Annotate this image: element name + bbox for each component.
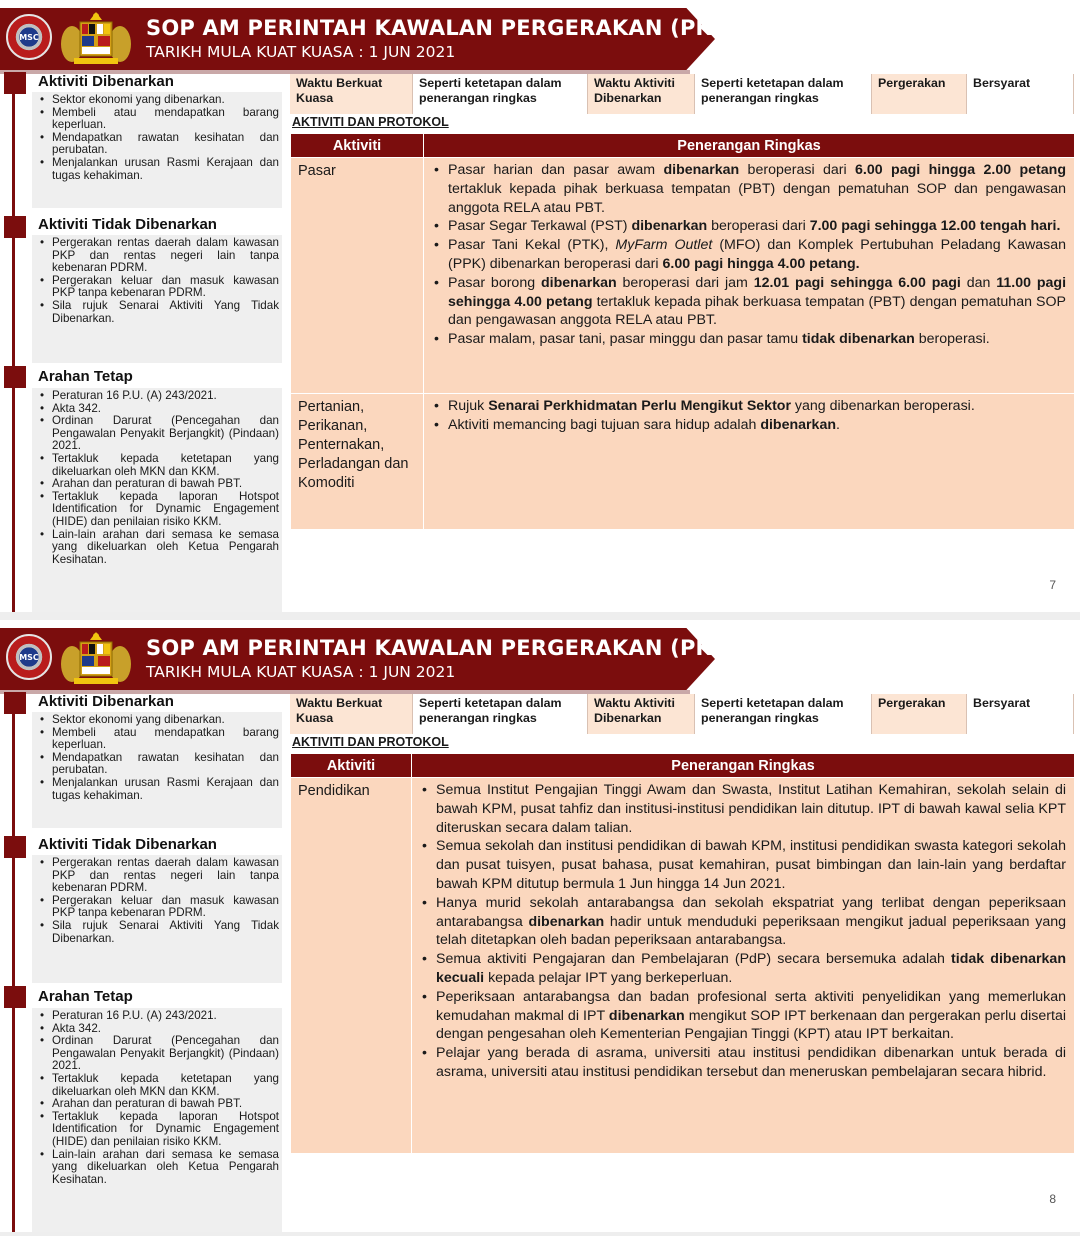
list-item: • Mendapatkan rawatan kesihatan dan perubatan.: [38, 752, 279, 777]
coat-of-arms-icon: [58, 10, 134, 66]
list-item: • Membeli atau mendapatkan barang keperluan.: [38, 107, 279, 132]
list-item: • Pasar Segar Terkawal (PST) dibenarkan beroperasi dari 7.00 pagi sehingga 12.00 tengah hari.: [432, 217, 1066, 236]
activity-table: [290, 133, 1075, 530]
not-allowed-list: [32, 855, 282, 983]
section-marker: [4, 692, 26, 714]
movement-value: Bersyarat: [966, 694, 1074, 734]
page-title: SOP AM PERINTAH KAWALAN PERGERAKAN (PKP): [146, 16, 738, 40]
list-item: • Lain-lain arahan dari semasa ke semasa yang dikeluarkan oleh Ketua Pengarah Kesihatan.: [38, 529, 279, 567]
list-item: • Pergerakan rentas daerah dalam kawasan PKP dan rentas negeri lain tanpa kebenaran PDRM.: [38, 857, 279, 895]
table-row: [291, 394, 1075, 530]
list-item: • Akta 342.: [38, 1023, 279, 1036]
activity-description: [412, 778, 1075, 1154]
standing-heading: Arahan Tetap: [38, 988, 133, 1005]
effective-time-value: Seperti ketetapan dalam penerangan ringkas: [412, 74, 588, 114]
effective-time-label: Waktu Berkuat Kuasa: [290, 694, 412, 734]
standing-list: [32, 388, 282, 612]
list-item: • Ordinan Darurat (Pencegahan dan Pengawalan Penyakit Berjangkit) (Pindaan) 2021.: [38, 415, 279, 453]
allowed-heading: Aktiviti Dibenarkan: [38, 73, 174, 90]
list-item: • Arahan dan peraturan di bawah PBT.: [38, 478, 279, 491]
section-marker: [4, 72, 26, 94]
effective-time-label: Waktu Berkuat Kuasa: [290, 74, 412, 114]
protocol-title: AKTIVITI DAN PROTOKOL: [292, 735, 449, 749]
list-item: • Pasar malam, pasar tani, pasar minggu dan pasar tamu tidak dibenarkan beroperasi.: [432, 330, 1066, 349]
list-item: • Arahan dan peraturan di bawah PBT.: [38, 1098, 279, 1111]
section-marker: [4, 366, 26, 388]
activity-description: [424, 394, 1075, 530]
allowed-list: [32, 92, 282, 208]
standing-list: [32, 1008, 282, 1232]
list-item: • Pasar harian dan pasar awam dibenarkan beroperasi dari 6.00 pagi hingga 2.00 petang tertakluk kepada pihak berkuasa tempatan (PBT) dengan pematuhan SOP dan pengawasan anggota RELA atau PBT.: [432, 161, 1066, 217]
allowed-time-label: Waktu Aktiviti Dibenarkan: [588, 694, 694, 734]
allowed-time-value: Seperti ketetapan dalam penerangan ringkas: [694, 694, 872, 734]
column-header-activity: Aktiviti: [291, 134, 424, 158]
movement-label: Pergerakan: [872, 694, 966, 734]
timeline-line: [12, 692, 15, 1232]
list-item: • Sektor ekonomi yang dibenarkan.: [38, 94, 279, 107]
column-header-activity: Aktiviti: [291, 754, 412, 778]
column-header-description: Penerangan Ringkas: [424, 134, 1075, 158]
activity-category: Pendidikan: [291, 778, 412, 1154]
list-item: • Peraturan 16 P.U. (A) 243/2021.: [38, 390, 279, 403]
effective-date: TARIKH MULA KUAT KUASA : 1 JUN 2021: [146, 663, 456, 681]
list-item: • Pergerakan keluar dan masuk kawasan PKP tanpa kebenaran PDRM.: [38, 895, 279, 920]
section-marker: [4, 986, 26, 1008]
allowed-time-label: Waktu Aktiviti Dibenarkan: [588, 74, 694, 114]
list-item: • Sektor ekonomi yang dibenarkan.: [38, 714, 279, 727]
list-item: • Peraturan 16 P.U. (A) 243/2021.: [38, 1010, 279, 1023]
sidebar: [0, 692, 284, 1232]
list-item: • Pergerakan keluar dan masuk kawasan PKP tanpa kebenaran PDRM.: [38, 275, 279, 300]
list-item: • Hanya murid sekolah antarabangsa dan sekolah ekspatriat yang terlibat dengan peperiksaan antarabangsa dibenarkan hadir untuk menduduki peperiksaan mengikut jadual peperiksaan yang telah ditetapkan oleh badan peperiksaan antarabangsa.: [420, 894, 1066, 950]
msc-logo-icon: [6, 634, 52, 680]
info-bar: [290, 74, 1074, 114]
allowed-time-value: Seperti ketetapan dalam penerangan ringkas: [694, 74, 872, 114]
list-item: • Mendapatkan rawatan kesihatan dan perubatan.: [38, 132, 279, 157]
list-item: • Rujuk Senarai Perkhidmatan Perlu Mengikut Sektor yang dibenarkan beroperasi.: [432, 397, 1066, 416]
movement-value: Bersyarat: [966, 74, 1074, 114]
standing-heading: Arahan Tetap: [38, 368, 133, 385]
list-item: • Semua aktiviti Pengajaran dan Pembelajaran (PdP) secara bersemuka adalah tidak dibenarkan kecuali kepada pelajar IPT yang berkeperluan.: [420, 950, 1066, 988]
list-item: • Sila rujuk Senarai Aktiviti Yang Tidak Dibenarkan.: [38, 300, 279, 325]
list-item: • Pasar borong dibenarkan beroperasi dari jam 12.01 pagi sehingga 6.00 pagi dan 11.00 pagi sehingga 4.00 petang tertakluk kepada pihak berkuasa tempatan (PBT) dengan pematuhan SOP dan pengawasan anggota RELA atau PBT.: [432, 274, 1066, 330]
table-row: [291, 158, 1075, 394]
sidebar: [0, 72, 284, 612]
list-item: • Ordinan Darurat (Pencegahan dan Pengawalan Penyakit Berjangkit) (Pindaan) 2021.: [38, 1035, 279, 1073]
list-item: • Akta 342.: [38, 403, 279, 416]
list-item: • Tertakluk kepada ketetapan yang dikeluarkan oleh MKN dan KKM.: [38, 453, 279, 478]
page-title: SOP AM PERINTAH KAWALAN PERGERAKAN (PKP): [146, 636, 738, 660]
slide-page-8: [0, 620, 1080, 1232]
list-item: • Peperiksaan antarabangsa dan badan profesional serta aktiviti penyelidikan yang memerlukan kemudahan makmal di IPT dibenarkan mengikut SOP IPT berkenaan dan pergerakan perlu disertai dengan pengesahan oleh Kementerian Pengajian Tinggi (KPT) atau IPT berkaitan.: [420, 988, 1066, 1044]
coat-of-arms-icon: [58, 630, 134, 686]
list-item: • Tertakluk kepada laporan Hotspot Identification for Dynamic Engagement (HIDE) dan penilaian risiko KKM.: [38, 491, 279, 529]
list-item: • Lain-lain arahan dari semasa ke semasa yang dikeluarkan oleh Ketua Pengarah Kesihatan.: [38, 1149, 279, 1187]
timeline-line: [12, 72, 15, 612]
not-allowed-list: [32, 235, 282, 363]
list-item: • Aktiviti memancing bagi tujuan sara hidup adalah dibenarkan.: [432, 416, 1066, 435]
activity-category: Pertanian, Perikanan, Penternakan, Perladangan dan Komoditi: [291, 394, 424, 530]
activity-description: [424, 158, 1075, 394]
list-item: • Sila rujuk Senarai Aktiviti Yang Tidak Dibenarkan.: [38, 920, 279, 945]
effective-date: TARIKH MULA KUAT KUASA : 1 JUN 2021: [146, 43, 456, 61]
list-item: • Semua sekolah dan institusi pendidikan di bawah KPM, institusi pendidikan swasta kategori sekolah dan pusat tuisyen, pusat bahasa, pusat kemahiran, pusat bimbingan dan lain-lain yang berdaftar bawah KPM ditutup bermula 1 Jun hingga 14 Jun 2021.: [420, 837, 1066, 893]
info-bar: [290, 694, 1074, 734]
list-item: • Tertakluk kepada ketetapan yang dikeluarkan oleh MKN dan KKM.: [38, 1073, 279, 1098]
movement-label: Pergerakan: [872, 74, 966, 114]
effective-time-value: Seperti ketetapan dalam penerangan ringkas: [412, 694, 588, 734]
list-item: • Tertakluk kepada laporan Hotspot Identification for Dynamic Engagement (HIDE) dan penilaian risiko KKM.: [38, 1111, 279, 1149]
list-item: • Pasar Tani Kekal (PTK), MyFarm Outlet (MFO) dan Komplek Pertubuhan Peladang Kawasan (PPK) dibenarkan beroperasi dari 6.00 pagi hingga 4.00 petang.: [432, 236, 1066, 274]
not-allowed-heading: Aktiviti Tidak Dibenarkan: [38, 216, 217, 233]
slide-page-7: [0, 0, 1080, 612]
section-marker: [4, 216, 26, 238]
allowed-list: [32, 712, 282, 828]
list-item: • Pelajar yang berada di asrama, universiti atau institusi pendidikan dibenarkan untuk berada di asrama, universiti atau institusi pendidikan tersebut dan meneruskan pembelajaran secara hibrid.: [420, 1044, 1066, 1082]
section-marker: [4, 836, 26, 858]
msc-logo-icon: [6, 14, 52, 60]
not-allowed-heading: Aktiviti Tidak Dibenarkan: [38, 836, 217, 853]
list-item: • Membeli atau mendapatkan barang keperluan.: [38, 727, 279, 752]
list-item: • Menjalankan urusan Rasmi Kerajaan dan tugas kehakiman.: [38, 777, 279, 802]
table-row: [291, 778, 1075, 1154]
activity-category: Pasar: [291, 158, 424, 394]
list-item: • Semua Institut Pengajian Tinggi Awam dan Swasta, Institut Latihan Kemahiran, sekolah selain di bawah KPM, pusat tahfiz dan institusi-institusi pendidikan lain ditutup. IPT di bawah kawal selia KPT diteruskan secara dalam talian.: [420, 781, 1066, 837]
column-header-description: Penerangan Ringkas: [412, 754, 1075, 778]
allowed-heading: Aktiviti Dibenarkan: [38, 693, 174, 710]
activity-table: [290, 753, 1075, 1154]
list-item: • Pergerakan rentas daerah dalam kawasan PKP dan rentas negeri lain tanpa kebenaran PDRM.: [38, 237, 279, 275]
page-number: 8: [1049, 1192, 1056, 1206]
list-item: • Menjalankan urusan Rasmi Kerajaan dan tugas kehakiman.: [38, 157, 279, 182]
protocol-title: AKTIVITI DAN PROTOKOL: [292, 115, 449, 129]
page-number: 7: [1049, 578, 1056, 592]
